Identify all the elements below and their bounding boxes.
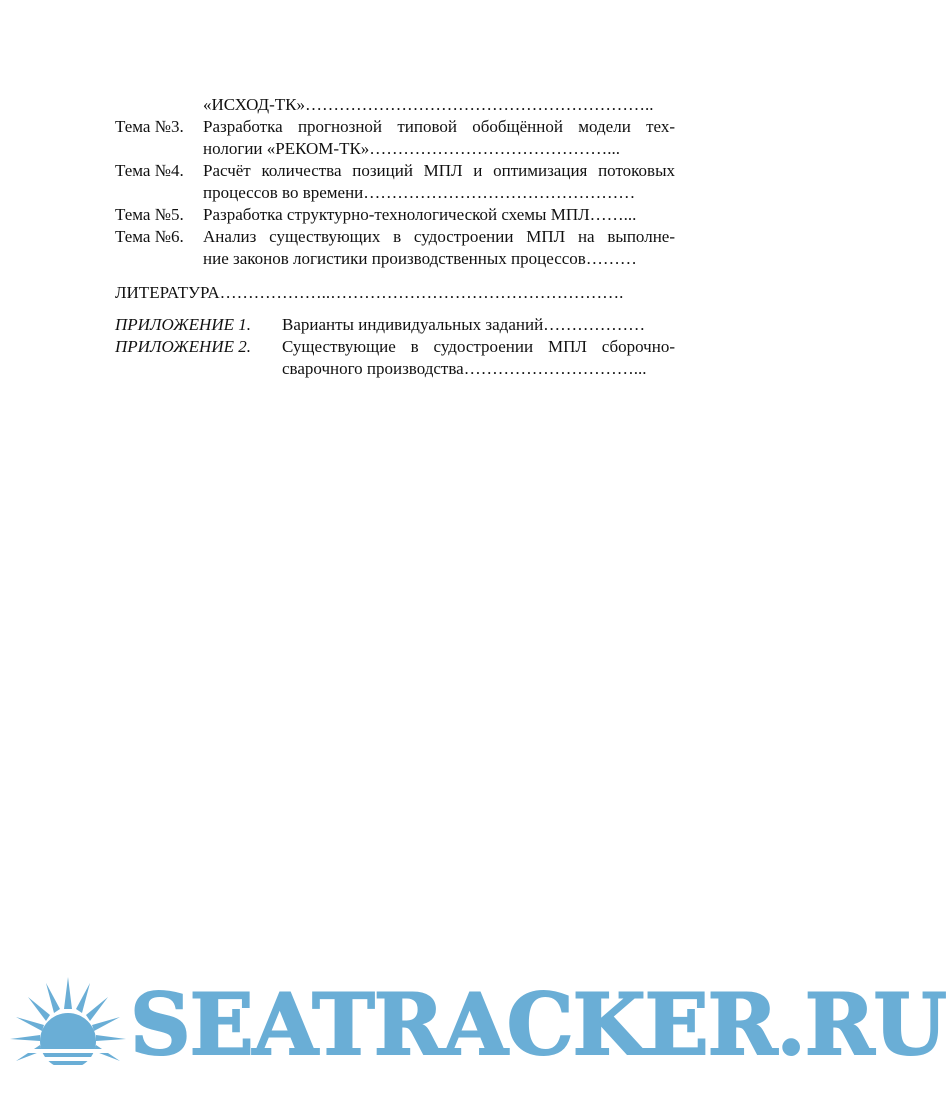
toc-entry-title [203,226,675,270]
toc-appendices [115,314,675,380]
sun-icon [8,975,128,1085]
toc-entry-label: Тема №3. [115,117,184,136]
toc-entry-topic-3 [115,116,675,160]
toc-entry-topic-4 [115,160,675,204]
toc-entry-line: Разработка прогнозной типовой обобщённой модели тех- [203,117,675,136]
toc-entry-title [203,160,675,204]
toc-entry-label: Тема №6. [115,227,184,246]
toc-appendix-label: ПРИЛОЖЕНИЕ 1. [115,315,251,334]
toc-entry-title [203,204,675,226]
toc-entry-line: ние законов логистики производственных процессов……… [203,249,637,268]
toc-entry-line: Разработка структурно-технологической схемы МПЛ……... [203,205,637,224]
toc-continuation-line [115,94,675,116]
toc-literature-text: ЛИТЕРАТУРА………………..……………………………………………. [115,283,624,302]
toc-entry-line: нологии «РЕКОМ-ТК»……………………………………... [203,139,621,158]
toc-literature [115,282,675,304]
toc-entry-line: процессов во времени………………………………………… [203,183,636,202]
toc-appendix-title [282,336,675,380]
toc-entry-topic-5 [115,204,675,226]
toc-appendix-1 [115,314,675,336]
toc-entry-label: Тема №5. [115,205,184,224]
toc-entry-line: Анализ существующих в судостроении МПЛ на выполне- [203,227,675,246]
toc-appendix-line: сварочного производства…………………………... [282,359,647,378]
toc-entry-topic-6 [115,226,675,270]
toc-appendix-label: ПРИЛОЖЕНИЕ 2. [115,337,251,356]
watermark [8,975,946,1085]
toc-entry-title [203,116,675,160]
toc-appendix-title [282,314,675,336]
table-of-contents [115,94,675,380]
toc-appendix-2 [115,336,675,380]
toc-appendix-line: Существующие в судостроении МПЛ сборочно- [282,337,675,356]
toc-entry-line: Расчёт количества позиций МПЛ и оптимизация потоковых [203,161,675,180]
toc-appendix-line: Варианты индивидуальных заданий……………… [282,315,646,334]
toc-entry-label: Тема №4. [115,161,184,180]
toc-continuation-text: «ИСХОД-ТК»…………………………………………………….. [203,95,654,114]
watermark-text: SEATRACKER.RU [130,975,946,1074]
